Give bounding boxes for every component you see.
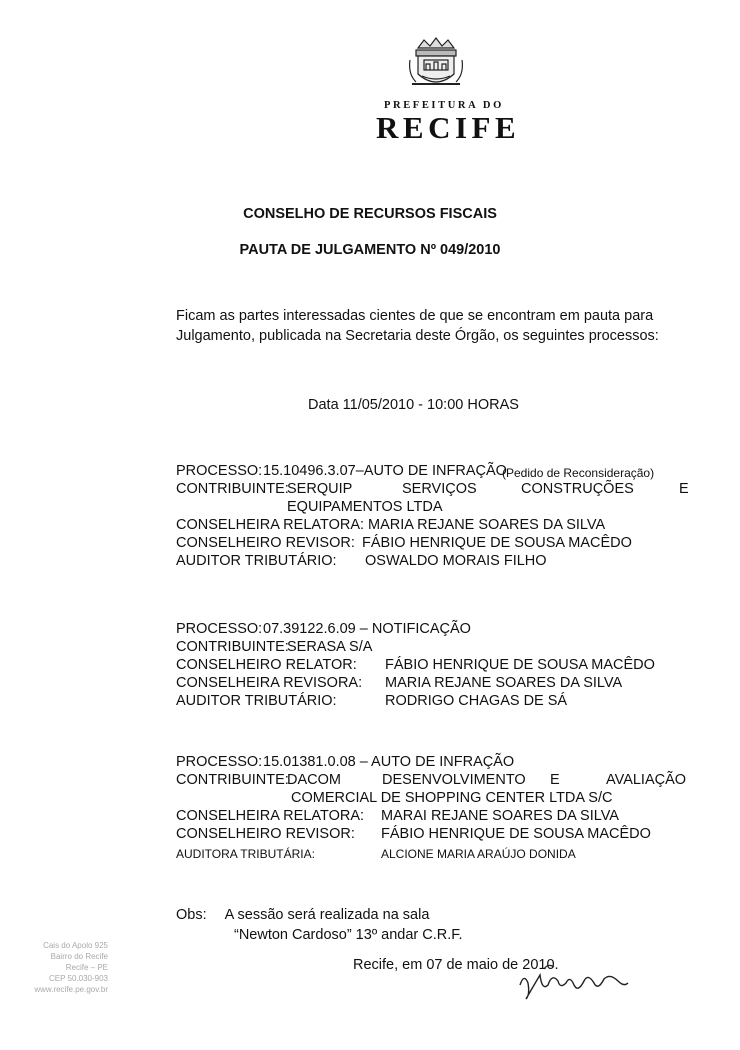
obs-line-1: A sessão será realizada na sala [224,907,430,923]
processo-line: PROCESSO: 15.10496.3.07–AUTO DE INFRAÇÃO (Pedido de Reconsideração) [176,463,655,480]
process-block-2 [176,620,696,710]
intro-paragraph: Ficam as partes interessadas cientes de que se encontram em pauta para Julgamento, publicada na Secretaria deste Órgão, os seguintes processos: [176,308,659,344]
auditor-line: AUDITORA TRIBUTÁRIA: ALCIONE MARIA ARAÚJO DONIDA [176,847,576,861]
contribuinte-continued: EQUIPAMENTOS LTDA [287,499,443,515]
process-block-1 [176,462,696,570]
processo-line: PROCESSO: 15.01381.0.08 – AUTO DE INFRAÇÃO [176,754,515,770]
address-stamp: Cais do Apolo 925 Bairro do Recife Recife – PE CEP 50.030-903 www.recife.pe.gov.br [34,941,108,994]
process-block-3 [176,753,696,861]
contribuinte-line: CONTRIBUINTE: DACOM DESENVOLVIMENTO E AVALIAÇÃO [176,772,687,788]
revisor-line: CONSELHEIRO REVISOR: FÁBIO HENRIQUE DE SOUSA MACÊDO [176,826,651,842]
obs-label: Obs: [176,907,207,923]
auditor-line: AUDITOR TRIBUTÁRIO: OSWALDO MORAIS FILHO [176,553,547,569]
place-date: Recife, em 07 de maio de 2010. [353,957,559,973]
relator-line: CONSELHEIRO RELATOR: FÁBIO HENRIQUE DE SOUSA MACÊDO [176,657,655,673]
header-prefeitura: PREFEITURA DO [384,100,504,111]
obs-block [176,905,463,945]
document-subtitle: PAUTA DE JULGAMENTO Nº 049/2010 [239,242,501,258]
obs-line-2: “Newton Cardoso” 13º andar C.R.F. [234,927,463,943]
session-date: Data 11/05/2010 - 10:00 HORAS [308,397,519,413]
revisor-line: CONSELHEIRA REVISORA: MARIA REJANE SOARES DA SILVA [176,675,623,691]
handwritten-signature-icon [514,955,634,1005]
processo-line: PROCESSO: 07.39122.6.09 – NOTIFICAÇÃO [176,621,471,637]
contribuinte-line: CONTRIBUINTE: SERQUIP SERVIÇOS CONSTRUÇÕES E [176,481,689,497]
auditor-line: AUDITOR TRIBUTÁRIO: RODRIGO CHAGAS DE SÁ [176,693,568,709]
relator-line: CONSELHEIRA RELATORA: MARAI REJANE SOARES DA SILVA [176,808,619,824]
relator-line: CONSELHEIRA RELATORA: MARIA REJANE SOARES DA SILVA [176,517,606,533]
document-title: CONSELHO DE RECURSOS FISCAIS [243,206,497,222]
contribuinte-line: CONTRIBUINTE: SERASA S/A [176,639,373,655]
header-city: RECIFE [376,110,521,145]
city-crest-icon [404,30,468,94]
contribuinte-continued: COMERCIAL DE SHOPPING CENTER LTDA S/C [291,790,613,806]
revisor-line: CONSELHEIRO REVISOR: FÁBIO HENRIQUE DE SOUSA MACÊDO [176,535,632,551]
